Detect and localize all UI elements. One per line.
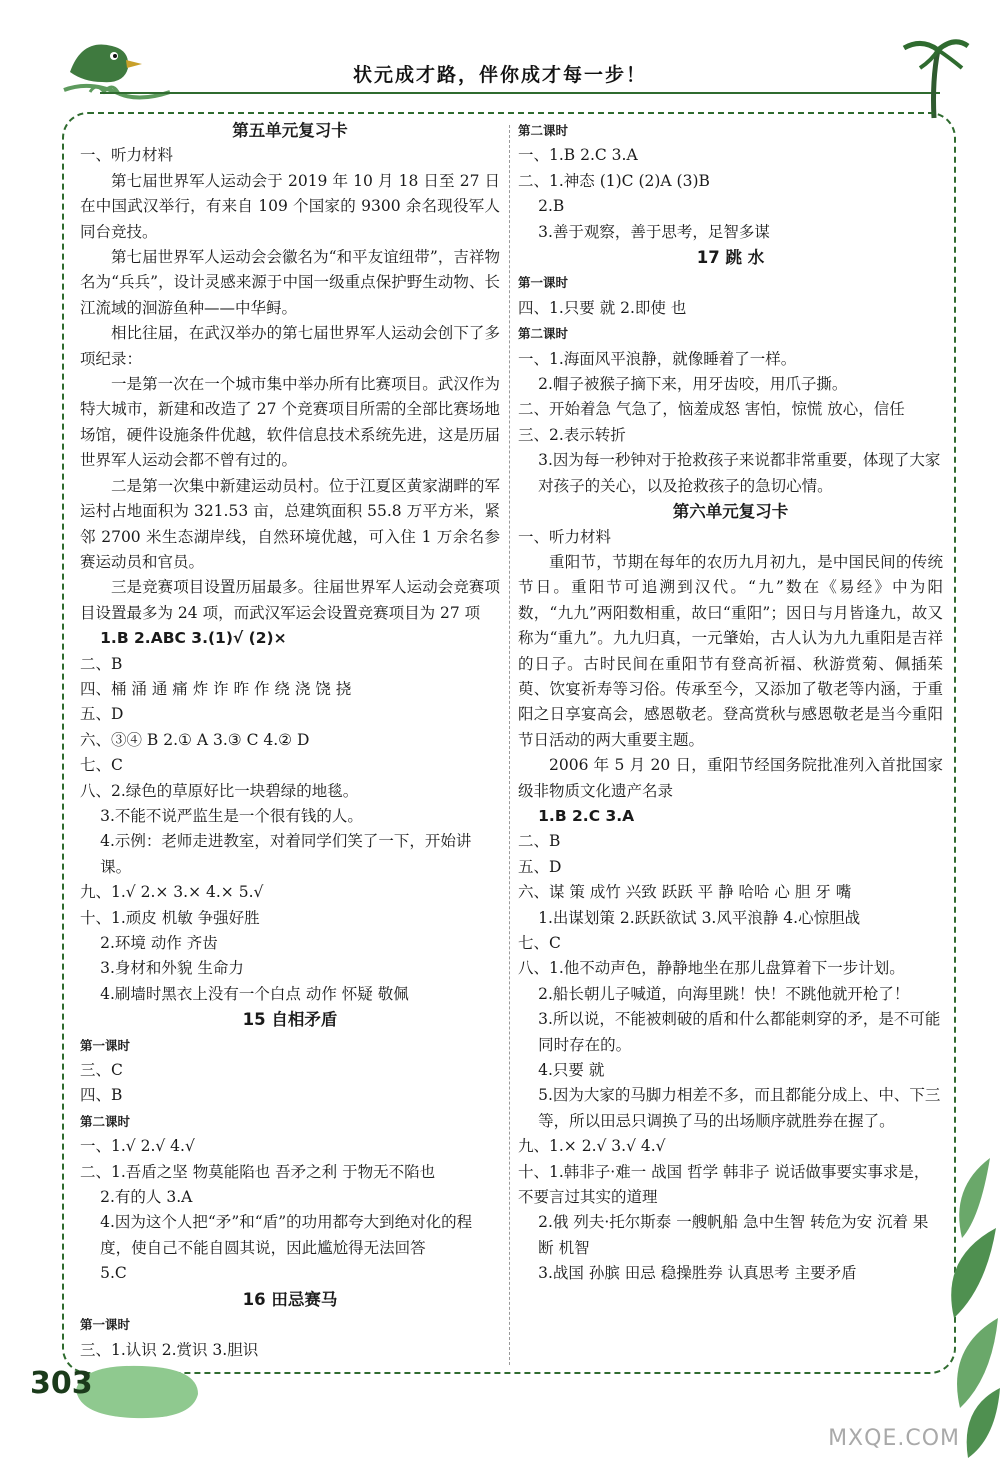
answer-line: 四、1.只要 就 2.即使 也 — [518, 298, 687, 317]
answer-line: 4.示例：老师走进教室，对着同学们笑了一下，开始讲课。 — [100, 832, 472, 876]
decorative-leaves-icon — [910, 1148, 1000, 1468]
paragraph: 第七届世界军人运动会会徽名为“和平友谊纽带”，吉祥物名为“兵兵”，设计灵感来源于中国一级重点保护野生动物、长江流域的洄游鱼种——中华鲟。 — [80, 248, 500, 317]
lesson-label: 第二课时 — [80, 1113, 131, 1129]
answer-line: 三、2.表示转折 — [518, 425, 626, 444]
answer-line: 2.B — [538, 197, 565, 216]
answer-line: 2.环境 动作 齐齿 — [100, 934, 218, 952]
answer-line: 4.刷墙时黑衣上没有一个白点 动作 怀疑 敬佩 — [100, 984, 409, 1003]
answer-line: 七、C — [80, 756, 123, 775]
answer-line: 4.只要 就 — [538, 1061, 605, 1080]
answer-line: 1.B 2.C 3.A — [538, 806, 635, 825]
answer-line: 五、D — [518, 857, 562, 876]
header-slogan: 状元成才路，伴你成才每一步！ — [352, 64, 647, 86]
answer-line: 九、1.√ 2.× 3.× 4.× 5.√ — [80, 883, 264, 902]
lesson-label: 第一课时 — [80, 1317, 131, 1333]
section-title: 第六单元复习卡 — [672, 502, 789, 522]
answer-line: 1.B 2.ABC 3.(1)√ (2)× — [100, 629, 287, 648]
answer-line: 十、1.韩非子·难一 战国 哲学 韩非子 说话做事要实事求是，不要言过其实的道理 — [518, 1162, 930, 1207]
watermark: MXQE.COM — [828, 1426, 960, 1451]
answer-line: 二、B — [80, 654, 123, 673]
answer-line: 九、1.× 2.√ 3.√ 4.√ — [518, 1137, 666, 1156]
answer-line: 八、2.绿色的草原好比一块碧绿的地毯。 — [80, 781, 359, 800]
answer-line: 二、开始着急 气急了，恼羞成怒 害怕，惊慌 放心，信任 — [518, 400, 905, 419]
answer-line: 六、③④ B 2.① A 3.③ C 4.② D — [80, 730, 310, 749]
header-rule — [100, 92, 940, 94]
page-header — [0, 0, 1000, 110]
paragraph: 相比往届，在武汉举办的第七届世界军人运动会创下了多项纪录： — [80, 324, 500, 368]
paragraph: 三是竞赛项目设置历届最多。往届世界军人运动会竞赛项目设置最多为 24 项，而武汉军运会设置竞赛项目为 27 项 — [80, 578, 500, 622]
answer-line: 一、听力材料 — [518, 527, 612, 546]
answer-line: 2.帽子被猴子摘下来，用牙齿咬，用爪子撕。 — [538, 375, 848, 394]
answer-line: 五、D — [80, 705, 124, 724]
paragraph: 第七届世界军人运动会于 2019 年 10 月 18 日至 27 日在中国武汉举行，有来自 109 个国家的 9300 余名现役军人同台竞技。 — [80, 171, 500, 241]
lesson-label: 第一课时 — [80, 1037, 131, 1053]
answer-line: 二、B — [518, 832, 561, 851]
answer-line: 三、1.认识 2.赏识 3.胆识 — [80, 1340, 259, 1359]
section-title: 第五单元复习卡 — [232, 121, 348, 140]
answer-line: 5.C — [100, 1264, 127, 1283]
answer-line: 六、谋 策 成竹 兴致 跃跃 平 静 哈哈 心 胆 牙 嘴 — [518, 883, 852, 902]
answer-line: 3.身材和外貌 生命力 — [100, 959, 244, 978]
answer-line: 八、1.他不动声色，静静地坐在那儿盘算着下一步计划。 — [518, 959, 905, 978]
page-number: 303 — [30, 1366, 93, 1401]
answer-line: 2.有的人 3.A — [100, 1188, 193, 1207]
answer-line: 一、1.B 2.C 3.A — [518, 146, 638, 165]
answer-line: 5.因为大家的马脚力相差不多，而且都能分成上、中、下三等，所以田忌只调换了马的出场顺序就胜券在握了。 — [538, 1086, 941, 1130]
answer-line: 七、C — [518, 934, 561, 952]
answer-line: 4.因为这个人把“矛”和“盾”的功用都夸大到绝对化的程度，使自己不能自圆其说，因此尴尬得无法回答 — [100, 1213, 473, 1257]
answer-line: 3.不能不说严监生是一个很有钱的人。 — [100, 806, 363, 825]
section-title: 15 自相矛盾 — [242, 1010, 338, 1030]
palm-tree-icon — [892, 30, 972, 120]
section-title: 17 跳 水 — [696, 248, 765, 268]
section-title: 16 田忌赛马 — [242, 1289, 338, 1309]
lesson-label: 第二课时 — [518, 123, 569, 138]
answer-line: 一、1.√ 2.√ 4.√ — [80, 1137, 195, 1156]
answer-line: 二、1.神态 (1)C (2)A (3)B — [518, 171, 710, 190]
right-column — [518, 118, 943, 1287]
lesson-label: 第一课时 — [518, 275, 569, 291]
paragraph: 二是第一次集中新建运动员村。位于江夏区黄家湖畔的军运村占地面积为 321.53 亩，总建筑面积 55.8 万平方米，紧邻 2700 米生态湖岸线，自然环境优越，可入住 1 万余名参赛运动员和官员。 — [80, 476, 500, 571]
paragraph: 2006 年 5 月 20 日，重阳节经国务院批准列入首批国家级非物质文化遗产名录 — [518, 756, 943, 800]
answer-line: 3.因为每一秒钟对于抢救孩子来说都非常重要，体现了大家对孩子的关心，以及抢救孩子的急切心情。 — [538, 451, 941, 495]
answer-line: 3.善于观察，善于思考，足智多谋 — [538, 222, 770, 241]
paragraph: 重阳节，节期在每年的农历九月初九，是中国民间的传统节日。重阳节可追溯到汉代。“九”数在《易经》中为阳数，“九九”两阳数相重，故曰“重阳”；因日与月皆逢九，故又称为“重九”。九九归真，一元肇始，古人认为九九重阳是吉祥的日子。古时民间在重阳节有登高祈福、秋游赏菊、佩插茱萸、饮宴祈寿等习俗。传承至今，又添加了敬老等内涵，于重阳之日享宴高会，感恩敬老。登高赏秋与感恩敬老是当今重阳节日活动的两大重要主题。 — [518, 552, 943, 749]
answer-line: 一、听力材料 — [80, 146, 174, 165]
answer-line: 3.战国 孙膑 田忌 稳操胜券 认真思考 主要矛盾 — [538, 1264, 857, 1283]
answer-line: 一、1.海面风平浪静，就像睡着了一样。 — [518, 349, 797, 368]
left-column — [80, 118, 500, 1363]
answer-line: 四、B — [80, 1086, 123, 1105]
answer-line: 三、C — [80, 1061, 123, 1080]
answer-line: 1.出谋划策 2.跃跃欲试 3.风平浪静 4.心惊胆战 — [538, 908, 861, 927]
answer-line: 3.所以说，不能被刺破的盾和什么都能刺穿的矛，是不可能同时存在的。 — [538, 1010, 941, 1054]
answer-line: 2.俄 列夫·托尔斯泰 一艘帆船 急中生智 转危为安 沉着 果断 机智 — [538, 1213, 929, 1257]
answer-line: 十、1.顽皮 机敏 争强好胜 — [80, 908, 260, 927]
paragraph: 一是第一次在一个城市集中举办所有比赛项目。武汉作为特大城市，新建和改造了 27 个竞赛项目所需的全部比赛场地场馆，硬件设施条件优越，软件信息技术系统先进，这是历届世界军人运动会都不曾有过的。 — [80, 375, 500, 470]
column-divider — [509, 125, 510, 1365]
answer-line: 二、1.吾盾之坚 物莫能陷也 吾矛之利 于物无不陷也 — [80, 1162, 436, 1181]
answer-line: 2.船长朝儿子喊道，向海里跳！快！不跳他就开枪了！ — [538, 984, 910, 1003]
lesson-label: 第二课时 — [518, 326, 569, 342]
answer-line: 四、桶 涌 通 痛 炸 诈 昨 作 绕 浇 饶 挠 — [80, 679, 352, 698]
